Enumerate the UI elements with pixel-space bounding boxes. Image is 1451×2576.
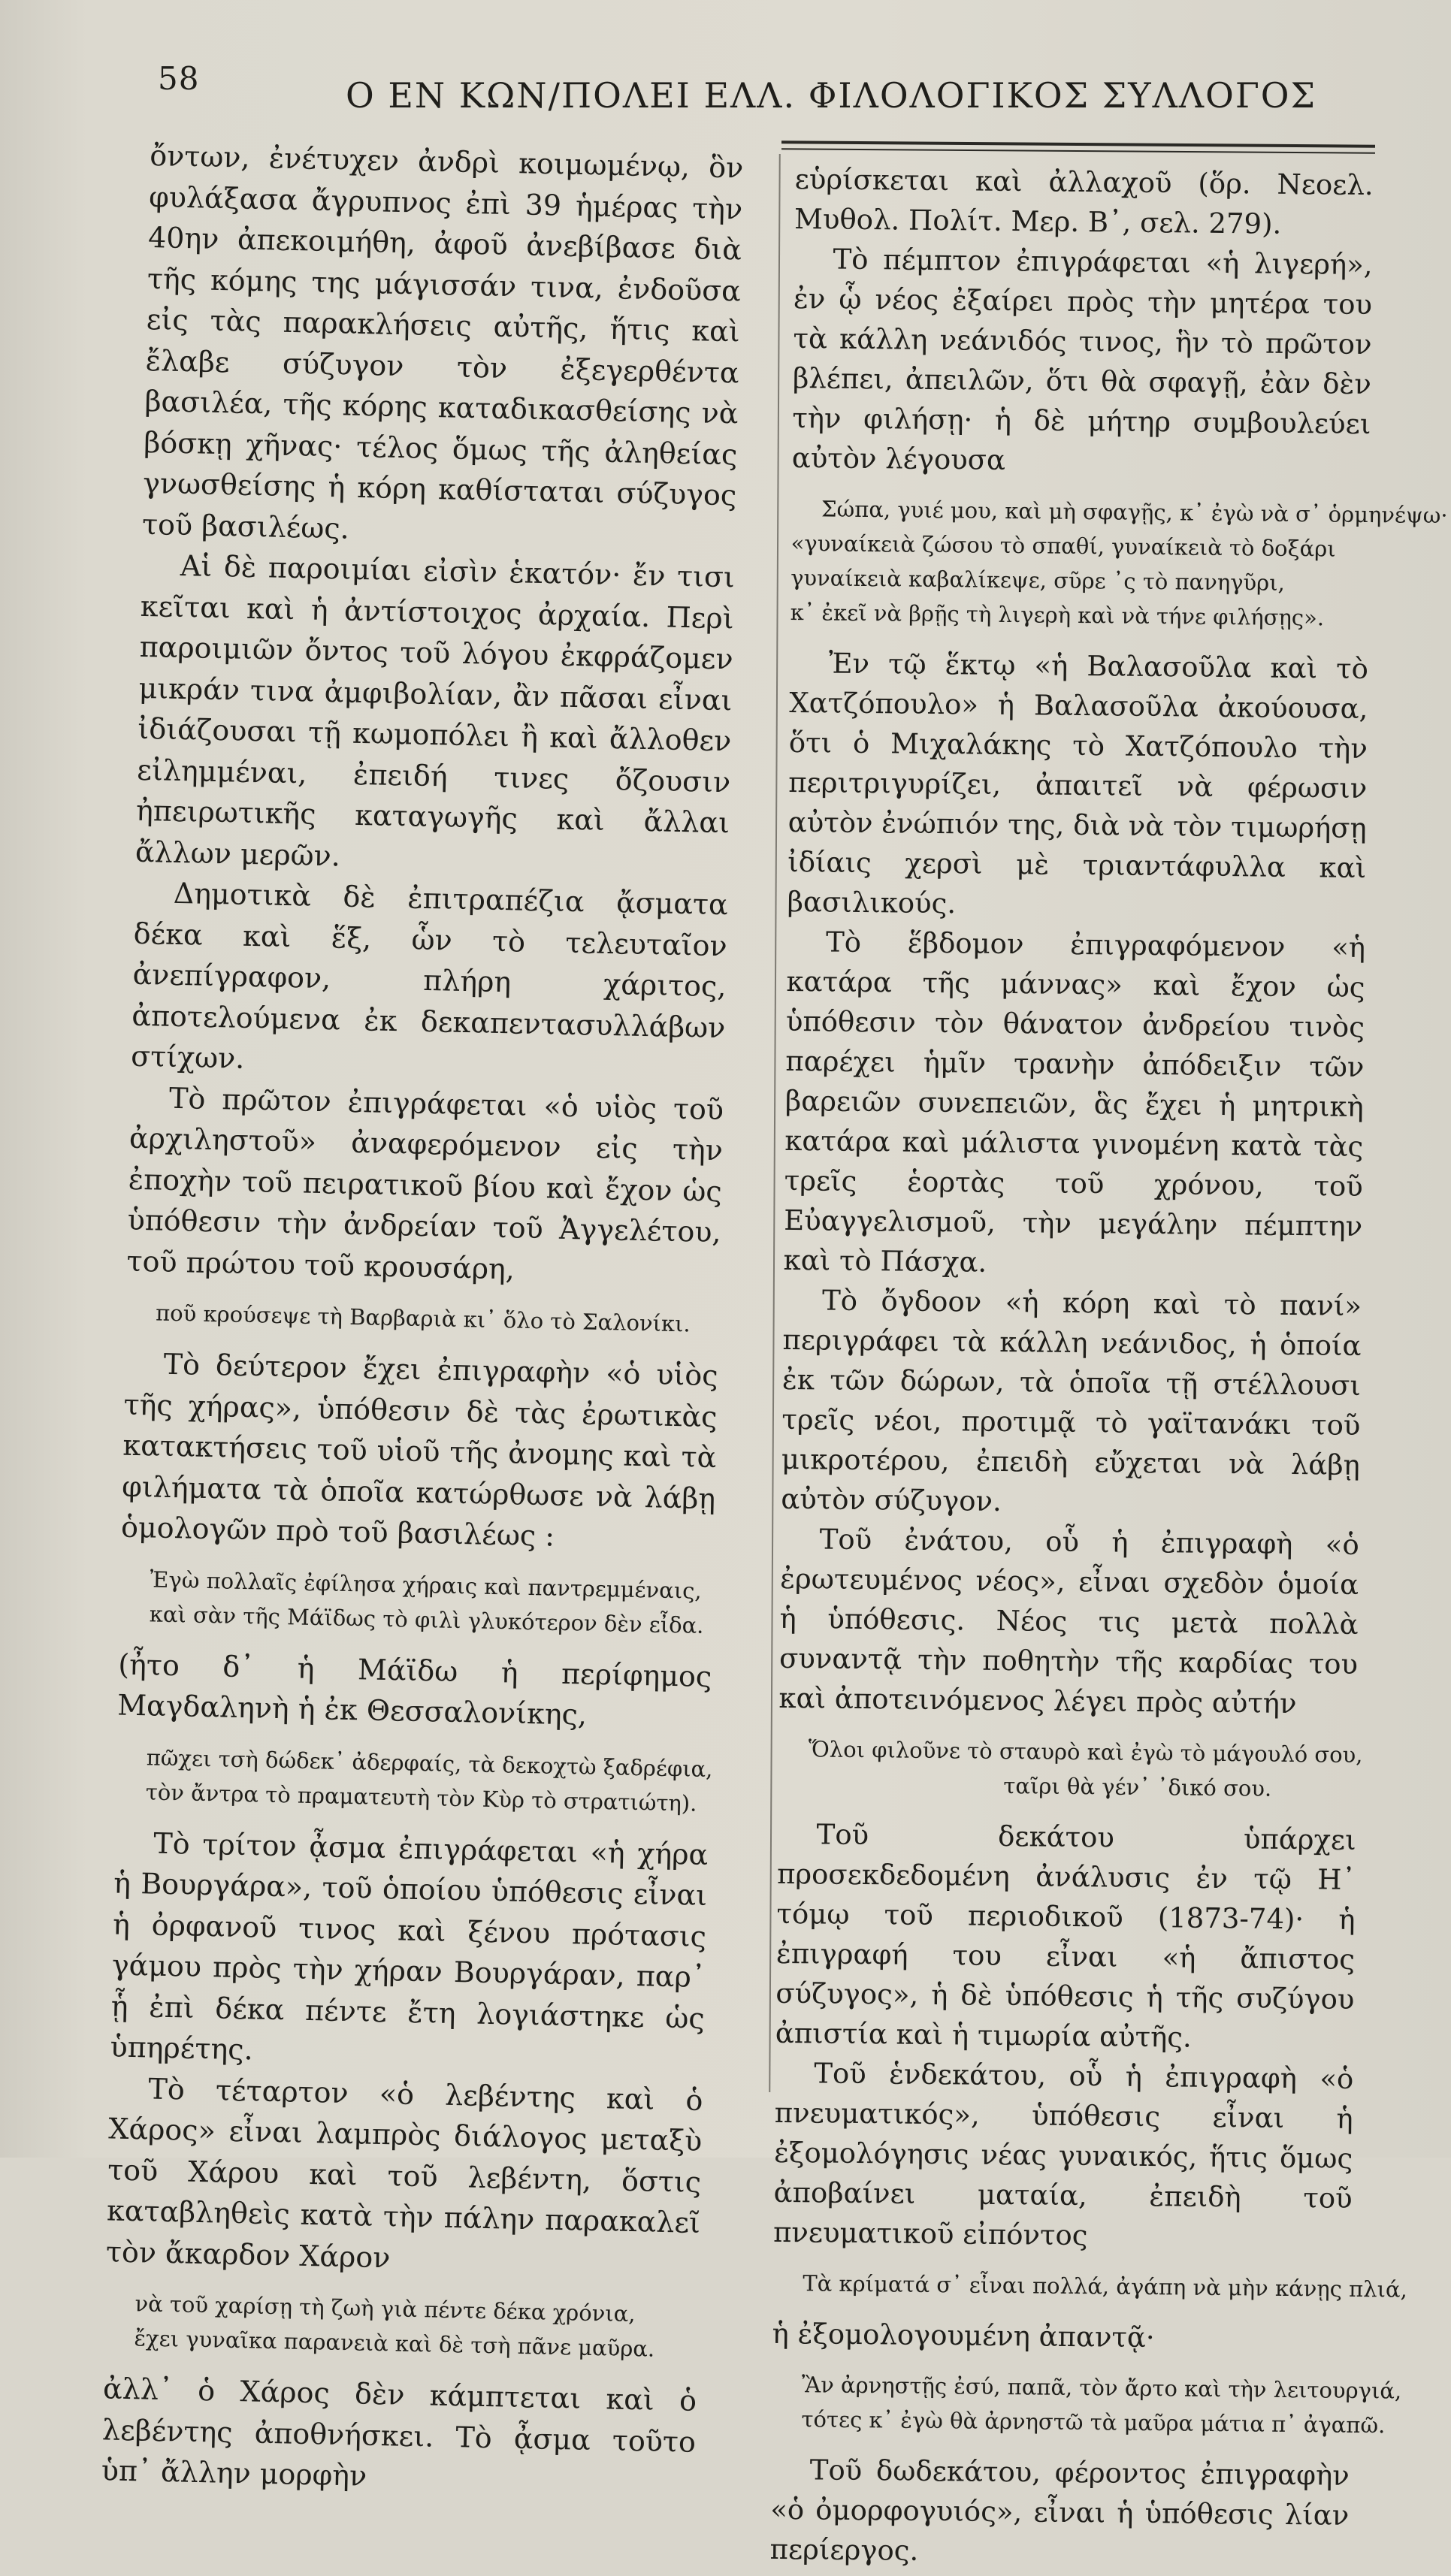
verse-line: «γυναίκειὰ ζώσου τὸ σπαθί, γυναίκειὰ τὸ δοξάρι <box>790 530 1336 562</box>
right-column <box>769 159 1448 2575</box>
verse-line: ἔχει γυναῖκα παρανειὰ καὶ δὲ τσὴ πᾶνε μαῦρα. <box>134 2325 655 2362</box>
verse-line: Ἐγὼ πολλαῖς ἐφίλησα χήραις καὶ παντρεμμέναις, <box>150 1566 703 1604</box>
verse-block <box>772 2266 1407 2306</box>
paragraph: Τὸ ὄγδοον «ἡ κόρη καὶ τὸ πανί» περιγράφει τὰ κάλλη νεάνιδος, ἡ ὁποία ἐκ τῶν δώρων, τὰ ὁποῖα τῇ στέλλουσι τρεῖς νέοι, προτιμᾷ τὸ γαϊτανάκι τοῦ μικροτέρου, ἐπειδὴ εὔχεται νὰ λάβῃ αὐτὸν σύζυγον. <box>781 1284 1362 1518</box>
paragraph: εὑρίσκεται καὶ ἀλλαχοῦ (ὅρ. Νεοελ. Μυθολ. Πολίτ. Μερ. Β᾽, σελ. 279). <box>794 162 1374 240</box>
paragraph: Τὸ τέταρτον «ὁ λεβέντης καὶ ὁ Χάρος» εἶναι λαμπρὸς διάλογος μεταξὺ τοῦ Χάρου καὶ τοῦ λεβέντη, ὅστις καταβληθεὶς κατὰ τὴν πάλην παρακαλεῖ τὸν ἄκαρδον Χάρον <box>105 2072 703 2274</box>
paragraph: Τοῦ δεκάτου ὑπάρχει προσεκδεδομένη ἀνάλυσις ἐν τῷ Η᾽ τόμῳ τοῦ περιοδικοῦ (1873-74)· ἡ ἐπιγραφή του εἶναι «ἡ ἄπιστος σύζυγος», ἡ δὲ ὑπόθεσις ἡ τῆς συζύγου ἀπιστία καὶ ἡ τιμωρία αὐτῆς. <box>775 1818 1356 2054</box>
paragraph: Αἱ δὲ παροιμίαι εἰσὶν ἑκατόν· ἔν τισι κεῖται καὶ ἡ ἀντίστοιχος ἀρχαία. Περὶ παροιμιῶν ὄντος τοῦ λόγου ἐκφράζομεν μικράν τινα ἀμφιβολίαν, ἂν πᾶσαι εἶναι ἰδιάζουσαι τῇ κωμοπόλει ἢ καὶ ἄλλοθεν εἰλημμέναι, ἐπειδή τινες ὄζουσιν ἠπειρωτικῆς καταγωγῆς καὶ ἄλλαι ἄλλων μερῶν. <box>135 548 736 873</box>
verse-block <box>104 2285 699 2367</box>
verse-line: γυναίκειὰ καβαλίκεψε, σῦρε ᾽ς τὸ πανηγῦρι, <box>790 564 1285 596</box>
paragraph: Τοῦ ἐνάτου, οὗ ἡ ἐπιγραφὴ «ὁ ἐρωτευμένος νέος», εἶναι σχεδὸν ὁμοία ἡ ὑπόθεσις. Νέος τις μετὰ πολλὰ συναντᾷ τὴν ποθητὴν τῆς καρδίας του καὶ ἀποτεινόμενος λέγει πρὸς αὐτήν <box>778 1523 1359 1720</box>
paragraph: Τοῦ δωδεκάτου, φέροντος ἐπιγραφὴν «ὁ ὀμορφογυιός», εἶναι ἡ ὑπόθεσις λίαν περίεργος. <box>769 2454 1350 2567</box>
paragraph: ὄντων, ἐνέτυχεν ἀνδρὶ κοιμωμένῳ, ὃν φυλάξασα ἄγρυπνος ἐπὶ 39 ἡμέρας τὴν 40ην ἀπεκοιμήθη, ἀφοῦ ἀνεβίβασε διὰ τῆς κόμης της μάγισσάν τινα, ἐνδοῦσα εἰς τὰς παρακλήσεις αὐτῆς, ἥτις καὶ ἔλαβε σύζυγον τὸν ἐξεγερθέντα βασιλέα, τῆς κόρης καταδικασθείσης νὰ βόσκῃ χῆνας· τέλος ὅμως τῆς ἀληθείας γνωσθείσης ἡ κόρη καθίσταται σύζυγος τοῦ βασιλέως. <box>141 138 744 545</box>
page-number: 58 <box>158 60 200 97</box>
page-header <box>150 53 1383 128</box>
paragraph: Τὸ τρίτον ᾆσμα ἐπιγράφεται «ἡ χήρα ἡ Βουργάρα», τοῦ ὁποίου ὑπόθεσις εἶναι ἡ ὀρφανοῦ τινος καὶ ξένου πρότασις γάμου πρὸς τὴν χήραν Βουργάραν, παρ᾽ ᾗ ἐπὶ δέκα πέντε ἔτη λογιάστηκε ὡς ὑπηρέτης. <box>110 1826 709 2067</box>
paragraph: (ἦτο δ᾽ ἡ Μάϊδω ἡ περίφημος Μαγδαληνὴ ἡ ἐκ Θεσσαλονίκης, <box>116 1647 712 1732</box>
paragraph: Δημοτικὰ δὲ ἐπιτραπέζια ᾄσματα δέκα καὶ ἕξ, ὧν τὸ τελευταῖον ἀνεπίγραφον, πλήρη χάριτος, ἀποτελούμενα ἐκ δεκαπεντασυλλάβων στίχων. <box>130 876 729 1075</box>
verse-block <box>119 1561 714 1643</box>
verse-block <box>125 1295 720 1342</box>
verse-line: τὸν ἄντρα τὸ πραματευτὴ τὸν Κὺρ τὸ στρατιώτη). <box>145 1778 697 1816</box>
paragraph: Τὸ πρῶτον ἐπιγράφεται «ὁ υἱὸς τοῦ ἀρχιληστοῦ» ἀναφερόμενον εἰς τὴν ἐποχὴν τοῦ πειρατικοῦ βίου καὶ ἔχον ὡς ὑπόθεσιν τὴν ἀνδρείαν τοῦ Ἀγγελέτου, τοῦ πρώτου τοῦ κρουσάρη, <box>126 1081 724 1285</box>
running-head: Ο ΕΝ ΚΩΝ/ΠΟΛΕΙ ΕΛΛ. ΦΙΛΟΛΟΓΙΚΟΣ ΣΥΛΛΟΓΟΣ <box>346 75 1316 116</box>
paragraph: Τὸ δεύτερον ἔχει ἐπιγραφὴν «ὁ υἱὸς τῆς χήρας», ὑπόθεσιν δὲ τὰς ἐρωτικὰς κατακτήσεις τοῦ υἱοῦ τῆς ἀνομης καὶ τὰ φιλήματα τὰ ὁποῖα κατώρθωσε νὰ λάβῃ ὁμολογῶν πρὸ τοῦ βασιλέως : <box>120 1347 719 1553</box>
verse-line: ποῦ κρούσεψε τὴ Βαρβαριὰ κι᾽ ὅλο τὸ Σαλονίκι. <box>155 1300 691 1337</box>
verse-block <box>115 1739 713 1821</box>
header-rule-thin <box>781 148 1375 154</box>
paragraph: Ἐν τῷ ἕκτῳ «ἡ Βαλασοῦλα καὶ τὸ Χατζόπουλο» ἡ Βαλασοῦλα ἀκούουσα, ὅτι ὁ Μιχαλάκης τὸ Χατζόπουλο τὴν περιτριγυρίζει, ἀπαιτεῖ νὰ φέρωσιν αὐτὸν ἐνώπιόν της, διὰ νὰ τὸν τιμωρήσῃ ἰδίαις χερσὶ μὲ τριαντάφυλλα καὶ βασιλικούς. <box>787 647 1369 920</box>
verse-block <box>790 491 1448 636</box>
paragraph: Τὸ πέμπτον ἐπιγράφεται «ἡ λιγερή», ἐν ᾧ νέος ἐξαίρει πρὸς τὴν μητέρα του τὰ κάλλη νεάνιδός τινος, ἣν τὸ πρῶτον βλέπει, ἀπειλῶν, ὅτι θὰ σφαγῇ, ἐὰν δὲν τὴν φιλήσῃ· ἡ δὲ μήτηρ συμβουλεύει αὐτὸν λέγουσα <box>791 243 1373 476</box>
header-rule <box>781 140 1375 148</box>
verse-block <box>771 2367 1402 2442</box>
verse-line: κ᾽ ἐκεῖ νὰ βρῇς τὴ λιγερὴ καὶ νὰ τήνε φιλήσῃς». <box>790 599 1325 631</box>
paragraph: ἀλλ᾽ ὁ Χάρος δὲν κάμπτεται καὶ ὁ λεβέντης ἀποθνήσκει. Τὸ ᾆσμα τοῦτο ὑπ᾽ ἄλλην μορφὴν <box>101 2372 697 2493</box>
verse-line: τότες κ᾽ ἐγὼ θὰ ἀρνηστῶ τὰ μαῦρα μάτια π᾽ ἀγαπῶ. <box>801 2406 1386 2439</box>
verse-line: Ἂν ἀρνηστῇς ἐσύ, παπᾶ, τὸν ἄρτο καὶ τὴν λειτουργιά, <box>801 2372 1402 2404</box>
verse-line: πῶχει τσὴ δώδεκ᾽ ἀδερφαίς, τὰ δεκοχτὼ ξαδρέφια, <box>146 1744 713 1782</box>
verse-line: καὶ σὰν τῆς Μάϊδως τὸ φιλὶ γλυκότερον δὲν εἶδα. <box>149 1600 704 1638</box>
left-column <box>101 135 744 2503</box>
paragraph: Τὸ ἕβδομον ἐπιγραφόμενον «ἡ κατάρα τῆς μάννας» καὶ ἔχον ὡς ὑπόθεσιν τὸν θάνατον ἀνδρείου τινὸς παρέχει ἡμῖν τρανὴν ἀπόδειξιν τῶν βαρειῶν συνεπειῶν, ἃς ἔχει ἡ μητρικὴ κατάρα καὶ μάλιστα γινομένη κατὰ τὰς τρεῖς ἑορτὰς τοῦ χρόνου, τοῦ Εὐαγγελισμοῦ, τὴν μεγάλην πέμπτην καὶ τὸ Πάσχα. <box>783 926 1366 1279</box>
paragraph: ἡ ἐξομολογουμένη ἀπαντᾷ· <box>772 2317 1155 2354</box>
verse-line: Ὅλοι φιλοῦνε τὸ σταυρὸ καὶ ἐγὼ τὸ μάγουλό σου, <box>808 1736 1363 1768</box>
verse-line: νὰ τοῦ χαρίσῃ τὴ ζωὴ γιὰ πέντε δέκα χρόνια, <box>135 2291 636 2327</box>
paragraph: Τοῦ ἑνδεκάτου, οὗ ἡ ἐπιγραφὴ «ὁ πνευματικός», ὑπόθεσις εἶναι ἡ ἐξομολόγησις νέας γυναικός, ἥτις ὅμως ἀποβαίνει ματαία, ἐπειδὴ τοῦ πνευματικοῦ εἰπόντος <box>772 2057 1354 2252</box>
verse-block <box>778 1732 1363 1807</box>
verse-line: Σώπα, γυιέ μου, καὶ μὴ σφαγῇς, κ᾽ ἐγὼ νὰ σ᾽ ὁρμηνέψω· <box>821 496 1448 529</box>
verse-line: Τὰ κρίματά σ᾽ εἶναι πολλά, ἀγάπη νὰ μὴν κάνῃς πλιά, <box>803 2270 1407 2303</box>
verse-line: ταῖρι θὰ γέν᾽ ᾽δικό σου. <box>1003 1773 1272 1801</box>
